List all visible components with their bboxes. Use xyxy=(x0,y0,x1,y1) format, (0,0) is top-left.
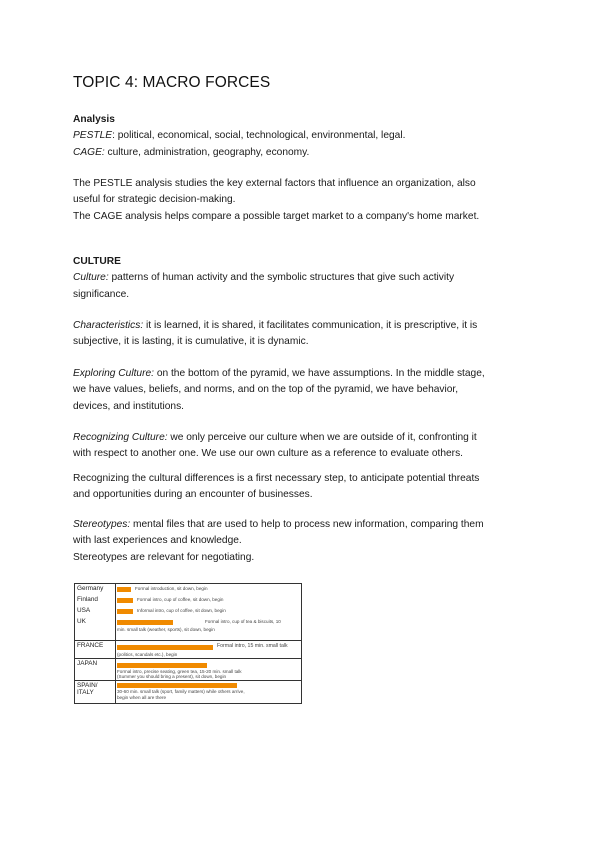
duration-bar xyxy=(117,683,237,688)
culture-def-line-2: significance. xyxy=(73,288,130,300)
rec-text: we only perceive our culture when we are outside of it, confronting it xyxy=(167,432,477,443)
country-label: Germany xyxy=(77,585,104,592)
analysis-heading: Analysis xyxy=(73,114,115,125)
expl-line-2: we have values, beliefs, and norms, and on the top of the pyramid, we have behavior, xyxy=(73,384,459,396)
culture-def-text: patterns of human activity and the symbolic structures that give such activity xyxy=(108,272,455,284)
analysis-para-line-3: The CAGE analysis helps compare a possible target market to a company's home market. xyxy=(73,210,480,222)
culture-def-line-1 xyxy=(73,270,528,286)
stereotypes-paragraph xyxy=(73,517,528,566)
rec-line-2: with respect to another one. We use our own culture as a reference to evaluate others. xyxy=(73,448,463,460)
stereo-line-2: with last experiences and knowledge. xyxy=(73,535,242,547)
row-description: Formal introduction, sit down, begin xyxy=(135,586,208,591)
expl-text: on the bottom of the pyramid, we have assumptions. In the middle stage, xyxy=(153,368,485,379)
analysis-para-line-1: The PESTLE analysis studies the key external factors that influence an organization, also xyxy=(73,178,476,189)
country-label: SPAIN/ xyxy=(77,682,98,689)
row-description: Informal intro, cup of coffee, sit down, begin xyxy=(137,608,226,613)
row-description: 30-60 min. small talk (sport, family matters) while others arrive, xyxy=(117,689,245,694)
stereo-line-1 xyxy=(73,517,528,533)
stereo-label: Stereotypes: xyxy=(73,519,131,530)
analysis-paragraph xyxy=(73,176,528,225)
duration-bar xyxy=(117,663,207,668)
country-label-2: ITALY xyxy=(77,689,94,696)
characteristics-paragraph xyxy=(73,318,528,351)
char-line-1 xyxy=(73,318,528,334)
differences-paragraph xyxy=(73,471,528,504)
duration-bar xyxy=(117,598,133,603)
table-divider xyxy=(115,584,116,703)
duration-bar xyxy=(117,620,173,625)
pestle-label: PESTLE xyxy=(73,130,113,142)
stereo-line-3: Stereotypes are relevant for negotiating. xyxy=(73,551,255,563)
row-description: begin when all are there xyxy=(117,695,167,700)
stereo-text: mental files that are used to help to process new information, comparing them xyxy=(130,519,484,530)
expl-label: Exploring Culture: xyxy=(73,368,154,379)
country-label: JAPAN xyxy=(77,660,98,667)
country-label: UK xyxy=(77,618,86,625)
country-label: USA xyxy=(77,607,91,614)
row-description: Formal intro, precise seating, green tea, 15-20 min. small talk xyxy=(117,669,242,674)
row-description: min. small talk (weather, sports), sit down, begin xyxy=(117,627,215,632)
culture-def-label: Culture: xyxy=(73,272,109,284)
char-line-2: subjective, it is lasting, it is cumulative, it is dynamic. xyxy=(73,336,309,348)
exploring-paragraph xyxy=(73,366,528,415)
row-description: (Summer you should bring a present), sit down, begin xyxy=(117,674,227,679)
culture-heading: CULTURE xyxy=(73,256,121,267)
row-description: (politics, scandals etc.), begin xyxy=(117,652,178,657)
expl-line-1 xyxy=(73,366,528,382)
country-label: Finland xyxy=(77,596,98,603)
rec-line-1 xyxy=(73,430,528,446)
analysis-section xyxy=(73,112,528,161)
cage-line xyxy=(73,145,528,161)
row-description: Formal intro, cup of coffee, sit down, begin xyxy=(137,597,224,602)
pestle-text: : political, economical, social, technological, environmental, legal. xyxy=(112,130,406,142)
country-label: FRANCE xyxy=(77,642,104,649)
culture-section xyxy=(73,254,528,303)
cage-text: culture, administration, geography, economy. xyxy=(104,146,310,158)
pestle-line xyxy=(73,128,528,144)
duration-bar xyxy=(117,609,133,614)
cage-label: CAGE: xyxy=(73,146,105,158)
rec-label: Recognizing Culture: xyxy=(73,432,168,443)
char-text: it is learned, it is shared, it facilitates communication, it is prescriptive, it is xyxy=(143,320,478,331)
diff-line-1: Recognizing the cultural differences is a first necessary step, to anticipate potential threats xyxy=(73,473,480,484)
duration-bar xyxy=(117,645,213,650)
analysis-para-line-2: useful for strategic decision-making. xyxy=(73,194,236,206)
expl-line-3: devices, and institutions. xyxy=(73,400,184,412)
diff-line-2: and opportunities during an encounter of businesses. xyxy=(73,489,313,501)
recognizing-paragraph xyxy=(73,430,528,463)
table-row xyxy=(75,658,301,679)
page-title: TOPIC 4: MACRO FORCES xyxy=(73,74,271,91)
table-row xyxy=(75,680,301,700)
duration-bar xyxy=(117,587,131,592)
char-label: Characteristics: xyxy=(73,320,144,331)
negotiation-opening-table xyxy=(74,583,302,704)
row-description: Formal intro, cup of tea & biscuits, 10 xyxy=(205,619,281,624)
row-description: Formal intro, 15 min. small talk xyxy=(217,643,288,649)
table-row xyxy=(75,640,301,657)
